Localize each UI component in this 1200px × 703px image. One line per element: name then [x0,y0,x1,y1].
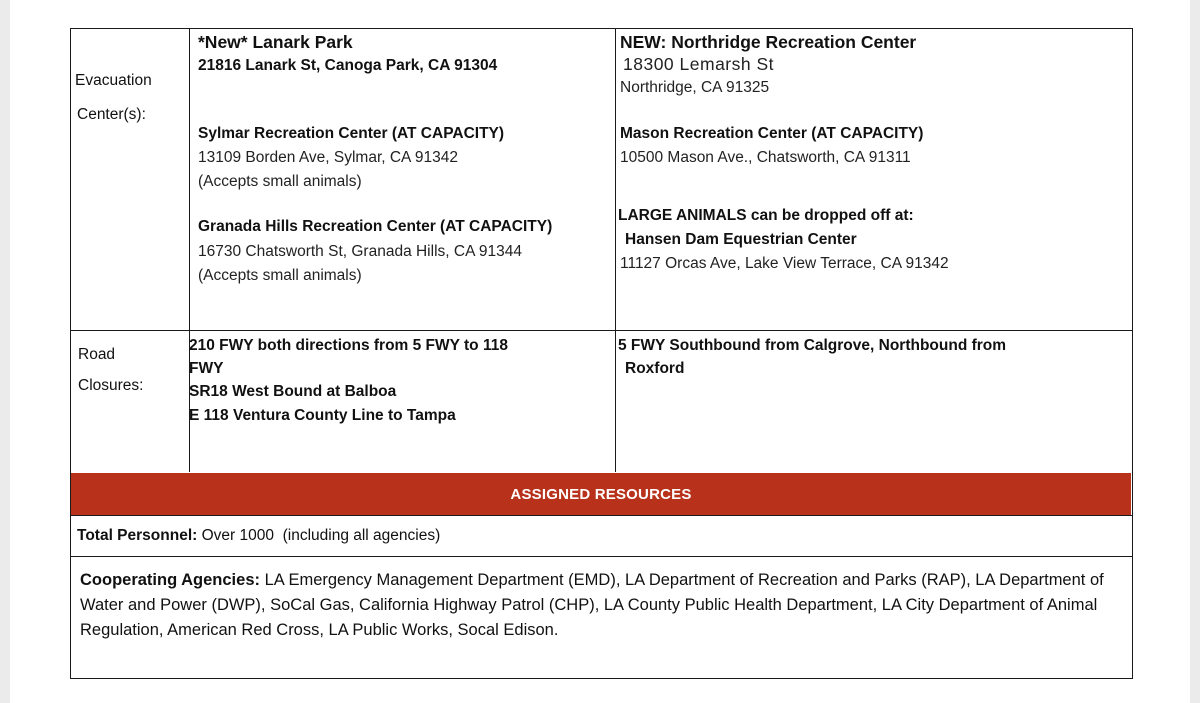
row-divider-personnel [71,515,1132,516]
column-divider-center [615,29,616,472]
center-name: Granada Hills Recreation Center (AT CAPACITY) [198,218,553,235]
center-address: 16730 Chatsworth St, Granada Hills, CA 91344 [198,243,522,260]
large-animals-heading: LARGE ANIMALS can be dropped off at: [618,207,914,224]
banner-title: ASSIGNED RESOURCES [510,485,692,503]
closure-item: FWY [189,360,224,377]
center-note: (Accepts small animals) [198,173,362,190]
road-closures-label-2: Closures: [78,377,144,394]
center-address: Northridge, CA 91325 [620,79,770,96]
agencies-value: LA Emergency Management Department (EMD), LA Department of Recreation and Parks (RAP), LA Department of Water and Power (DWP), SoCal Gas, California Highway Patrol (CHP), LA County Public Health Department, LA City Department of Animal Regulation, American Red Cross, LA Public Works, Socal Edison. [80,571,1104,639]
closure-item: SR18 West Bound at Balboa [189,383,397,400]
center-name: Mason Recreation Center (AT CAPACITY) [620,125,924,142]
assigned-resources-banner [71,473,1131,515]
closure-item: 5 FWY Southbound from Calgrove, Northbound from [618,337,1007,354]
center-name: Sylmar Recreation Center (AT CAPACITY) [198,125,505,142]
evacuation-label: Evacuation [75,72,152,89]
road-closures-label: Road [78,346,116,363]
row-divider-evac [71,330,1132,331]
center-note: (Accepts small animals) [198,267,362,284]
cooperating-agencies [80,568,1120,643]
center-address: 18300 Lemarsh St [623,54,775,74]
center-name: NEW: Northridge Recreation Center [620,32,917,52]
closure-item: Roxford [625,360,685,377]
closure-item: 210 FWY both directions from 5 FWY to 118 [189,337,508,354]
total-personnel [77,524,440,548]
personnel-label: Total Personnel: [77,527,198,544]
center-address: 10500 Mason Ave., Chatsworth, CA 91311 [620,149,911,166]
center-address: 21816 Lanark St, Canoga Park, CA 91304 [198,57,498,74]
center-name: Hansen Dam Equestrian Center [625,231,857,248]
center-name: *New* Lanark Park [198,32,353,52]
row-divider-agencies [71,556,1132,557]
closure-item: E 118 Ventura County Line to Tampa [189,407,456,424]
center-address: 13109 Borden Ave, Sylmar, CA 91342 [198,149,458,166]
center-address: 11127 Orcas Ave, Lake View Terrace, CA 91342 [620,255,949,272]
personnel-value: Over 1000 (including all agencies) [197,527,441,544]
evacuation-label-2: Center(s): [77,106,146,123]
agencies-label: Cooperating Agencies: [80,571,260,589]
